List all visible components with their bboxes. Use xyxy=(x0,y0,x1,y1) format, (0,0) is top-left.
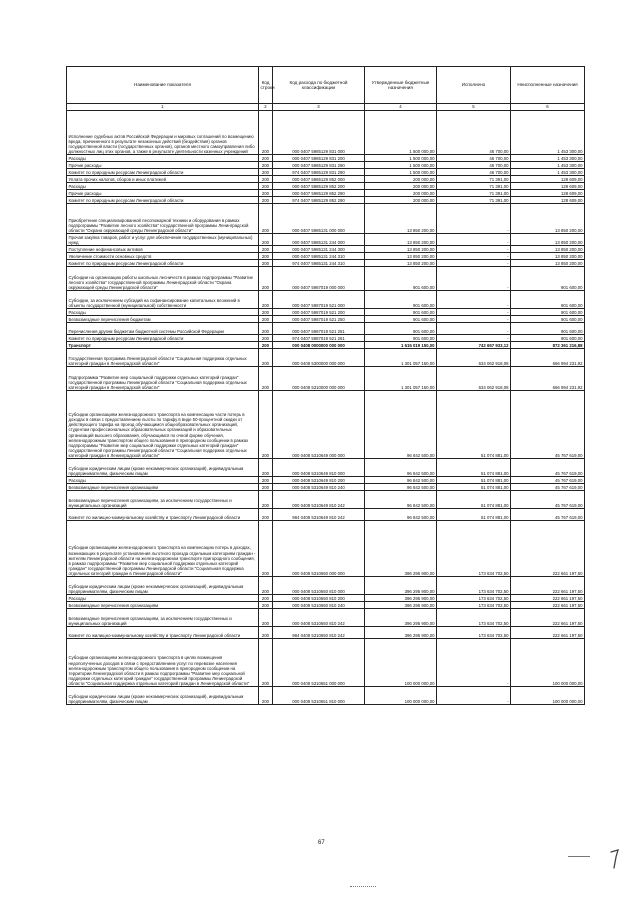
cell-name: Комитет по природным ресурсам Ленинградской области xyxy=(67,335,259,342)
header-approved: Утвержденные бюджетные назначения xyxy=(365,67,437,104)
cell-unexecuted: 128 609,00 xyxy=(511,197,585,204)
cell-code: 000 0407 5985131 244 300 xyxy=(273,246,365,253)
cell-code: 000 0408 5310651 000 000 xyxy=(273,639,365,687)
table-row xyxy=(67,627,585,639)
cell-line: 200 xyxy=(259,509,273,521)
cell-unexecuted: 100 000 000,00 xyxy=(511,687,585,705)
scan-mark xyxy=(350,886,376,887)
cell-name: Расходы xyxy=(67,477,259,484)
cell-code: 974 0407 5987019 521 251 xyxy=(273,335,365,342)
cell-name: Субсидии юридическим лицам (кроме некоммерческих организаций), индивидуальным предпринимателям, физическим лицам xyxy=(67,459,259,477)
table-row xyxy=(67,577,585,595)
cell-executed: 173 634 702,50 xyxy=(437,602,511,609)
table-row xyxy=(67,639,585,687)
cell-unexecuted: 222 661 197,50 xyxy=(511,577,585,595)
cell-unexecuted: 128 609,00 xyxy=(511,176,585,183)
cell-name: Прочие расходы xyxy=(67,162,259,169)
table-row xyxy=(67,609,585,627)
cell-unexecuted: 222 661 197,50 xyxy=(511,595,585,602)
cell-approved: 200 000,00 xyxy=(365,190,437,197)
table-row xyxy=(67,367,585,391)
cell-executed: 173 634 702,50 xyxy=(437,627,511,639)
scan-mark xyxy=(568,856,590,857)
cell-unexecuted: 901 600,00 xyxy=(511,316,585,323)
cell-executed: 46 700,00 xyxy=(437,111,511,155)
cell-line: 200 xyxy=(259,309,273,316)
cell-executed: 634 062 918,08 xyxy=(437,367,511,391)
cell-line: 200 xyxy=(259,459,273,477)
cell-executed: - xyxy=(437,246,511,253)
cell-executed: - xyxy=(437,267,511,291)
cell-unexecuted: 666 994 231,92 xyxy=(511,349,585,367)
column-index: 3 xyxy=(273,104,365,111)
cell-name: Расходы xyxy=(67,309,259,316)
cell-approved: 396 295 900,00 xyxy=(365,577,437,595)
cell-line: 200 xyxy=(259,391,273,459)
table-row xyxy=(67,111,585,155)
cell-approved: 396 295 900,00 xyxy=(365,627,437,639)
cell-unexecuted: 45 767 619,00 xyxy=(511,459,585,477)
cell-unexecuted: 13 850 200,00 xyxy=(511,253,585,260)
table-row xyxy=(67,155,585,162)
cell-line: 200 xyxy=(259,477,273,484)
cell-executed: 51 074 881,00 xyxy=(437,391,511,459)
cell-unexecuted: 901 600,00 xyxy=(511,291,585,309)
cell-approved: 200 000,00 xyxy=(365,197,437,204)
cell-executed: 634 062 918,08 xyxy=(437,349,511,367)
table-row xyxy=(67,391,585,459)
cell-approved: 901 600,00 xyxy=(365,316,437,323)
cell-name: Расходы xyxy=(67,595,259,602)
cell-unexecuted: 45 767 619,00 xyxy=(511,391,585,459)
cell-code: 000 0408 5310000 000 000 xyxy=(273,367,365,391)
cell-name: Комитет по природным ресурсам Ленинградской области xyxy=(67,260,259,267)
cell-approved: 200 000,00 xyxy=(365,176,437,183)
cell-unexecuted: 1 453 300,00 xyxy=(511,111,585,155)
cell-line: 200 xyxy=(259,260,273,267)
cell-executed: 742 657 933,12 xyxy=(437,342,511,349)
cell-unexecuted: 13 850 200,00 xyxy=(511,246,585,253)
cell-approved: 396 295 900,00 xyxy=(365,609,437,627)
cell-executed: 173 634 702,50 xyxy=(437,609,511,627)
table-row xyxy=(67,349,585,367)
cell-code: 000 0407 5987019 521 200 xyxy=(273,309,365,316)
cell-line: 200 xyxy=(259,267,273,291)
cell-code: 000 0407 5985131 244 000 xyxy=(273,234,365,246)
cell-unexecuted: 901 600,00 xyxy=(511,335,585,342)
cell-unexecuted: 666 994 231,92 xyxy=(511,367,585,391)
cell-code: 974 0407 5985131 244 310 xyxy=(273,260,365,267)
column-index-row xyxy=(67,104,585,111)
cell-executed: 71 391,00 xyxy=(437,176,511,183)
cell-unexecuted: 45 767 619,00 xyxy=(511,484,585,491)
cell-executed: - xyxy=(437,204,511,234)
cell-code: 000 0407 5987019 521 250 xyxy=(273,316,365,323)
cell-code: 000 0408 5310649 810 240 xyxy=(273,484,365,491)
cell-name: Увеличение стоимости основных средств xyxy=(67,253,259,260)
cell-code: 000 0408 5310649 000 000 xyxy=(273,391,365,459)
cell-unexecuted: 45 767 619,00 xyxy=(511,477,585,484)
cell-executed: 51 074 881,00 xyxy=(437,484,511,491)
cell-code: 000 0408 5310649 810 000 xyxy=(273,459,365,477)
table-row xyxy=(67,204,585,234)
table-row xyxy=(67,509,585,521)
cell-line: 200 xyxy=(259,162,273,169)
cell-executed: 51 074 881,00 xyxy=(437,491,511,509)
cell-name: Расходы xyxy=(67,155,259,162)
cell-name: Прочие расходы xyxy=(67,190,259,197)
cell-approved: 901 600,00 xyxy=(365,335,437,342)
table-row xyxy=(67,260,585,267)
cell-approved: 96 842 500,00 xyxy=(365,391,437,459)
table-row xyxy=(67,267,585,291)
cell-executed: - xyxy=(437,335,511,342)
header-unexecuted: Неисполненные назначения xyxy=(511,67,585,104)
cell-name: Безвозмездные перечисления организациям, за исключением государственных и муниципальных организаций xyxy=(67,491,259,509)
table-row xyxy=(67,323,585,335)
cell-line: 200 xyxy=(259,169,273,176)
cell-unexecuted: 901 600,00 xyxy=(511,309,585,316)
table-row xyxy=(67,602,585,609)
cell-unexecuted: 13 850 200,00 xyxy=(511,260,585,267)
cell-executed: - xyxy=(437,253,511,260)
report-table xyxy=(66,66,585,705)
column-index: 2 xyxy=(259,104,273,111)
cell-line: 200 xyxy=(259,484,273,491)
cell-unexecuted: 901 600,00 xyxy=(511,267,585,291)
cell-code: 000 0408 5310650 810 240 xyxy=(273,602,365,609)
cell-approved: 396 295 900,00 xyxy=(365,595,437,602)
cell-line: 200 xyxy=(259,234,273,246)
cell-approved: 1 500 000,00 xyxy=(365,169,437,176)
table-row xyxy=(67,291,585,309)
table-row xyxy=(67,176,585,183)
cell-approved: 396 295 900,00 xyxy=(365,521,437,577)
cell-name: Перечисления другим бюджетам бюджетной системы Российской Федерации xyxy=(67,323,259,335)
cell-unexecuted: 100 000 000,00 xyxy=(511,639,585,687)
table-row xyxy=(67,491,585,509)
cell-name: Комитет по жилищно-коммунальному хозяйству и транспорту Ленинградской области xyxy=(67,509,259,521)
cell-code: 000 0408 5310650 810 200 xyxy=(273,595,365,602)
cell-unexecuted: 222 661 197,50 xyxy=(511,602,585,609)
cell-line: 200 xyxy=(259,183,273,190)
cell-approved: 901 600,00 xyxy=(365,323,437,335)
cell-approved: 13 850 200,00 xyxy=(365,234,437,246)
table-row xyxy=(67,477,585,484)
cell-name: Субсидии организациям железнодорожного транспорта в целях возмещения недополученных доходов в связи с предоставлением услуг по перевозке населения железнодорожным транспортом общего пользования в пригородном сообщении на территории Ленинградской области в рамках подпрограммы "Развитие мер социальной поддержки отдельных категорий граждан" государственной программы Ленинградской области "Социальная поддержка отдельных категорий граждан в Ленинградской области" xyxy=(67,639,259,687)
cell-executed: 46 700,00 xyxy=(437,162,511,169)
cell-approved: 96 842 500,00 xyxy=(365,484,437,491)
cell-unexecuted: 13 850 200,00 xyxy=(511,204,585,234)
cell-unexecuted: 1 453 300,00 xyxy=(511,162,585,169)
cell-approved: 901 600,00 xyxy=(365,309,437,316)
cell-approved: 96 842 500,00 xyxy=(365,509,437,521)
cell-code: 974 0407 5985129 852 290 xyxy=(273,197,365,204)
cell-unexecuted: 45 767 619,00 xyxy=(511,509,585,521)
column-index: 6 xyxy=(511,104,585,111)
cell-code: 000 0408 5300000 000 000 xyxy=(273,349,365,367)
cell-code: 000 0408 0000000 000 000 xyxy=(273,342,365,349)
cell-code: 984 0408 5310650 810 242 xyxy=(273,627,365,639)
table-row xyxy=(67,484,585,491)
cell-executed: 51 074 881,00 xyxy=(437,459,511,477)
table-row xyxy=(67,342,585,349)
cell-code: 000 0407 5985131 244 310 xyxy=(273,253,365,260)
cell-name: Субсидии на организацию работы школьных лесничеств в рамках подпрограммы "Развитие лесного хозяйства" государственной программы Ленинградской области "Охрана окружающей среды Ленинградской области" xyxy=(67,267,259,291)
cell-code: 974 0407 5985129 831 290 xyxy=(273,169,365,176)
cell-executed: - xyxy=(437,639,511,687)
cell-code: 984 0408 5310649 810 242 xyxy=(273,509,365,521)
cell-line: 200 xyxy=(259,111,273,155)
cell-unexecuted: 128 609,00 xyxy=(511,190,585,197)
table-row xyxy=(67,335,585,342)
cell-approved: 396 295 900,00 xyxy=(365,602,437,609)
table-row xyxy=(67,253,585,260)
cell-executed: - xyxy=(437,291,511,309)
cell-line: 200 xyxy=(259,602,273,609)
header-executed: Исполнено xyxy=(437,67,511,104)
header-row xyxy=(67,67,585,104)
cell-name: Государственная программа Ленинградской области "Социальная поддержка отдельных категорий граждан в Ленинградской области" xyxy=(67,349,259,367)
cell-name: Расходы xyxy=(67,183,259,190)
cell-executed: 51 074 881,00 xyxy=(437,477,511,484)
cell-name: Транспорт xyxy=(67,342,259,349)
cell-executed: - xyxy=(437,316,511,323)
cell-executed: 173 634 702,50 xyxy=(437,521,511,577)
cell-line: 200 xyxy=(259,687,273,705)
cell-code: 000 0407 5987019 521 000 xyxy=(273,291,365,309)
cell-approved: 13 850 200,00 xyxy=(365,204,437,234)
cell-approved: 13 850 200,00 xyxy=(365,246,437,253)
cell-line: 200 xyxy=(259,367,273,391)
cell-approved: 1 615 019 150,00 xyxy=(365,342,437,349)
cell-line: 200 xyxy=(259,190,273,197)
cell-line: 200 xyxy=(259,176,273,183)
cell-executed: 173 634 702,50 xyxy=(437,595,511,602)
table-row xyxy=(67,197,585,204)
cell-line: 200 xyxy=(259,609,273,627)
cell-name: Комитет по природным ресурсам Ленинградской области xyxy=(67,197,259,204)
cell-code: 000 0408 5310649 810 200 xyxy=(273,477,365,484)
cell-code: 000 0407 5985129 852 200 xyxy=(273,183,365,190)
cell-name: Безвозмездные перечисления организациям xyxy=(67,602,259,609)
table-row xyxy=(67,246,585,253)
cell-unexecuted: 901 600,00 xyxy=(511,323,585,335)
cell-code: 000 0407 5985131 000 000 xyxy=(273,204,365,234)
column-index: 4 xyxy=(365,104,437,111)
cell-line: 200 xyxy=(259,342,273,349)
cell-name: Субсидии, за исключением субсидий на софинансирование капитальных вложений в объекты государственной (муниципальной) собственности xyxy=(67,291,259,309)
cell-line: 200 xyxy=(259,491,273,509)
cell-executed: 71 391,00 xyxy=(437,183,511,190)
cell-approved: 100 000 000,00 xyxy=(365,687,437,705)
table-row xyxy=(67,687,585,705)
cell-line: 200 xyxy=(259,521,273,577)
cell-name: Безвозмездные перечисления организациям, за исключением государственных и муниципальных организаций xyxy=(67,609,259,627)
cell-unexecuted: 45 767 619,00 xyxy=(511,491,585,509)
cell-line: 200 xyxy=(259,577,273,595)
cell-name: Поступление нефинансовых активов xyxy=(67,246,259,253)
page-number: 67 xyxy=(318,840,325,846)
cell-name: Подпрограмма "Развитие мер социальной поддержки отдельных категорий граждан" государственной программы Ленинградской области "Социальная поддержка отдельных категорий граждан в Ленинградской области" xyxy=(67,367,259,391)
cell-line: 200 xyxy=(259,316,273,323)
cell-unexecuted: 13 850 200,00 xyxy=(511,234,585,246)
header-budget-code: Код расхода по бюджетной классификации xyxy=(273,67,365,104)
cell-code: 000 0407 5985129 831 290 xyxy=(273,162,365,169)
table-row xyxy=(67,521,585,577)
cell-approved: 901 600,00 xyxy=(365,291,437,309)
cell-unexecuted: 222 661 197,50 xyxy=(511,521,585,577)
cell-code: 000 0407 5985129 852 290 xyxy=(273,190,365,197)
cell-unexecuted: 222 661 197,50 xyxy=(511,627,585,639)
table-row xyxy=(67,309,585,316)
budget-execution-report xyxy=(66,66,584,705)
cell-line: 200 xyxy=(259,627,273,639)
table-row xyxy=(67,595,585,602)
column-index: 5 xyxy=(437,104,511,111)
table-row xyxy=(67,316,585,323)
report-rows xyxy=(67,111,585,705)
cell-executed: 51 074 881,00 xyxy=(437,509,511,521)
cell-code: 000 0408 5310649 810 242 xyxy=(273,491,365,509)
cell-line: 200 xyxy=(259,349,273,367)
cell-name: Безвозмездные перечисления организациям xyxy=(67,484,259,491)
cell-approved: 96 842 500,00 xyxy=(365,477,437,484)
header-indicator-name: Наименование показателя xyxy=(67,67,259,104)
cell-line: 200 xyxy=(259,197,273,204)
cell-approved: 1 500 000,00 xyxy=(365,111,437,155)
cell-approved: 13 850 200,00 xyxy=(365,260,437,267)
cell-line: 200 xyxy=(259,335,273,342)
cell-name: Субсидии организациям железнодорожного транспорта на компенсацию потерь в доходах, возникающих в результате установления льготного проезда отдельным категориям граждан - жителям Ленинградской области на железнодорожном транспорте пригородного сообщения, в рамках подпрограммы "Развитие мер социальной поддержки отдельных категорий граждан" государственной программы Ленинградской области "Социальная поддержка отдельных категорий граждан в Ленинградской области" xyxy=(67,521,259,577)
cell-code: 000 0407 5985129 831 000 xyxy=(273,111,365,155)
cell-line: 200 xyxy=(259,246,273,253)
table-row xyxy=(67,234,585,246)
handwritten-mark xyxy=(610,848,620,870)
cell-name: Субсидии организациям железнодорожного транспорта на компенсацию части потерь в доходах в связи с предоставлением льготы по тарифу в виде 50-процентной скидки от действующего тарифа на проезд обучающимся общеобразовательных организаций, студентам профессиональных образовательных организаций и образовательных организаций высшего образования, обучающимся по очной форме обучения, железнодорожным транспортом общего пользования в пригородном сообщении в рамках подпрограммы "Развитие мер социальной поддержки отдельных категорий граждан" государственной программы Ленинградской области "Социальная поддержка отдельных категорий граждан в Ленинградской области" xyxy=(67,391,259,459)
cell-code: 000 0408 5310651 810 000 xyxy=(273,687,365,705)
cell-line: 200 xyxy=(259,595,273,602)
cell-executed: - xyxy=(437,234,511,246)
cell-code: 000 0407 5987019 000 000 xyxy=(273,267,365,291)
cell-name: Субсидии юридическим лицам (кроме некоммерческих организаций), индивидуальным предпринимателям, физическим лицам xyxy=(67,687,259,705)
cell-unexecuted: 1 453 300,00 xyxy=(511,169,585,176)
table-row xyxy=(67,183,585,190)
cell-executed: - xyxy=(437,687,511,705)
cell-code: 000 0407 5985129 852 000 xyxy=(273,176,365,183)
cell-executed: 173 634 702,50 xyxy=(437,577,511,595)
cell-approved: 96 842 500,00 xyxy=(365,491,437,509)
table-row xyxy=(67,169,585,176)
cell-name: Комитет по жилищно-коммунальному хозяйству и транспорту Ленинградской области xyxy=(67,627,259,639)
cell-executed: 46 700,00 xyxy=(437,169,511,176)
cell-executed: 71 391,00 xyxy=(437,190,511,197)
cell-approved: 13 850 200,00 xyxy=(365,253,437,260)
cell-approved: 1 301 057 150,00 xyxy=(365,349,437,367)
table-row xyxy=(67,162,585,169)
cell-approved: 1 500 000,00 xyxy=(365,162,437,169)
table-row xyxy=(67,190,585,197)
cell-name: Уплата прочих налогов, сборов и иных платежей xyxy=(67,176,259,183)
cell-code: 000 0408 5310650 810 242 xyxy=(273,609,365,627)
cell-approved: 200 000,00 xyxy=(365,183,437,190)
cell-approved: 100 000 000,00 xyxy=(365,639,437,687)
cell-unexecuted: 1 453 300,00 xyxy=(511,155,585,162)
cell-approved: 1 301 057 150,00 xyxy=(365,367,437,391)
cell-unexecuted: 872 361 216,88 xyxy=(511,342,585,349)
cell-executed: - xyxy=(437,260,511,267)
cell-line: 200 xyxy=(259,155,273,162)
cell-line: 200 xyxy=(259,204,273,234)
cell-name: Прочая закупка товаров, работ и услуг для обеспечения государственных (муниципальных) нужд xyxy=(67,234,259,246)
cell-name: Субсидии юридическим лицам (кроме некоммерческих организаций), индивидуальным предпринимателям, физическим лицам xyxy=(67,577,259,595)
cell-executed: - xyxy=(437,323,511,335)
cell-line: 200 xyxy=(259,291,273,309)
cell-code: 000 0407 5987019 521 251 xyxy=(273,323,365,335)
cell-unexecuted: 222 661 197,50 xyxy=(511,609,585,627)
cell-code: 000 0408 5310650 000 000 xyxy=(273,521,365,577)
cell-executed: - xyxy=(437,309,511,316)
cell-line: 200 xyxy=(259,323,273,335)
header-line-code: Код строки xyxy=(259,67,273,104)
cell-approved: 96 842 500,00 xyxy=(365,459,437,477)
cell-approved: 1 500 000,00 xyxy=(365,155,437,162)
cell-executed: 71 391,00 xyxy=(437,197,511,204)
cell-name: Исполнение судебных актов Российской Федерации и мировых соглашений по возмещению вреда, причиненного в результате незаконных действий (бездействия) органов государственной власти (государственных органов), органов местного самоуправления либо должностных лиц этих органов, а также в результате деятельности казенных учреждений xyxy=(67,111,259,155)
table-row xyxy=(67,459,585,477)
cell-unexecuted: 128 609,00 xyxy=(511,183,585,190)
cell-line: 200 xyxy=(259,639,273,687)
cell-name: Безвозмездные перечисления бюджетам xyxy=(67,316,259,323)
column-index: 1 xyxy=(67,104,259,111)
cell-name: Комитет по природным ресурсам Ленинградской области xyxy=(67,169,259,176)
cell-executed: 46 700,00 xyxy=(437,155,511,162)
cell-name: Приобретение специализированной лесопожарной техники и оборудования в рамках подпрограммы "Развитие лесного хозяйства" государственной программы Ленинградской области "Охрана окружающей среды Ленинградской области" xyxy=(67,204,259,234)
cell-code: 000 0408 5310650 810 000 xyxy=(273,577,365,595)
cell-line: 200 xyxy=(259,253,273,260)
cell-approved: 901 600,00 xyxy=(365,267,437,291)
cell-code: 000 0407 5985129 831 200 xyxy=(273,155,365,162)
